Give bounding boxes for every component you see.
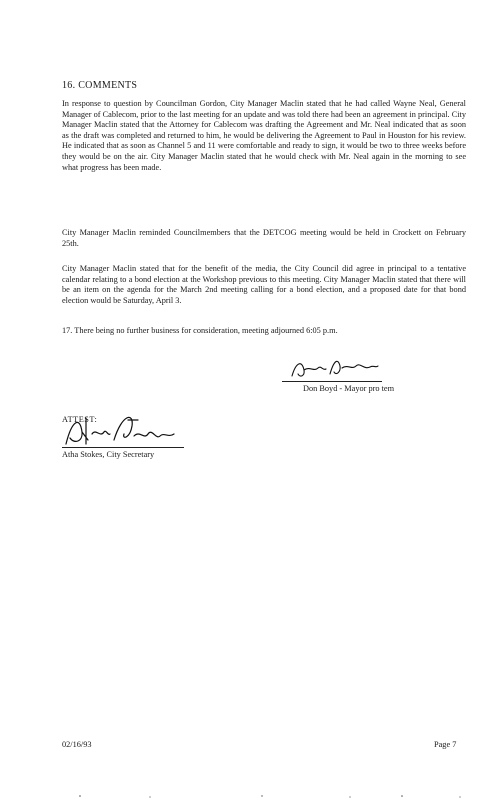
section-heading: 16. COMMENTS <box>62 80 138 91</box>
mayor-signature-line <box>282 381 382 382</box>
paragraph-cable-update: In response to question by Councilman Gordon, City Manager Maclin stated that he had called Wayne Neal, General Manager of Cablecom, prior to the last meeting for an update and was told there had been an agreement in principal. City Manager Maclin stated that the Attorney for Cablecom was drafting the Agreement and Mr. Neal indicated that as soon as the draft was completed and returned to him, he would be delivering the Agreement to Paul in Houston for his review. He indicated that as soon as Channel 5 and 11 were comfortable and ready to sign, it would be two to three weeks before they would be on the air. City Manager Maclin stated that he would check with Mr. Neal again in the morning to see what progress has been made. <box>62 99 466 172</box>
paragraph-bond-election: City Manager Maclin stated that for the benefit of the media, the City Council did agree in principal to a tentative calendar relating to a bond election at the Workshop previous to this meeting. City Manager Maclin stated that there will be an item on the agenda for the March 2nd meeting calling for a bond election, and a proposed date for that bond election would be Saturday, April 3. <box>62 264 466 305</box>
paragraph-adjournment: 17. There being no further business for consideration, meeting adjourned 6:05 p.m. <box>62 326 338 335</box>
paragraph-detcog-meeting: City Manager Maclin reminded Councilmembers that the DETCOG meeting would be held in Crockett on February 25th. <box>62 228 466 248</box>
footer-page-number: Page 7 <box>434 740 457 749</box>
footer-date: 02/16/93 <box>62 740 92 749</box>
mayor-signature <box>286 356 382 382</box>
mayor-name: Don Boyd - Mayor pro tem <box>303 384 395 393</box>
secretary-signature <box>62 410 182 450</box>
secretary-name: Atha Stokes, City Secretary <box>62 450 155 459</box>
secretary-signature-line <box>62 447 184 448</box>
attest-label: ATTEST: <box>62 415 98 424</box>
